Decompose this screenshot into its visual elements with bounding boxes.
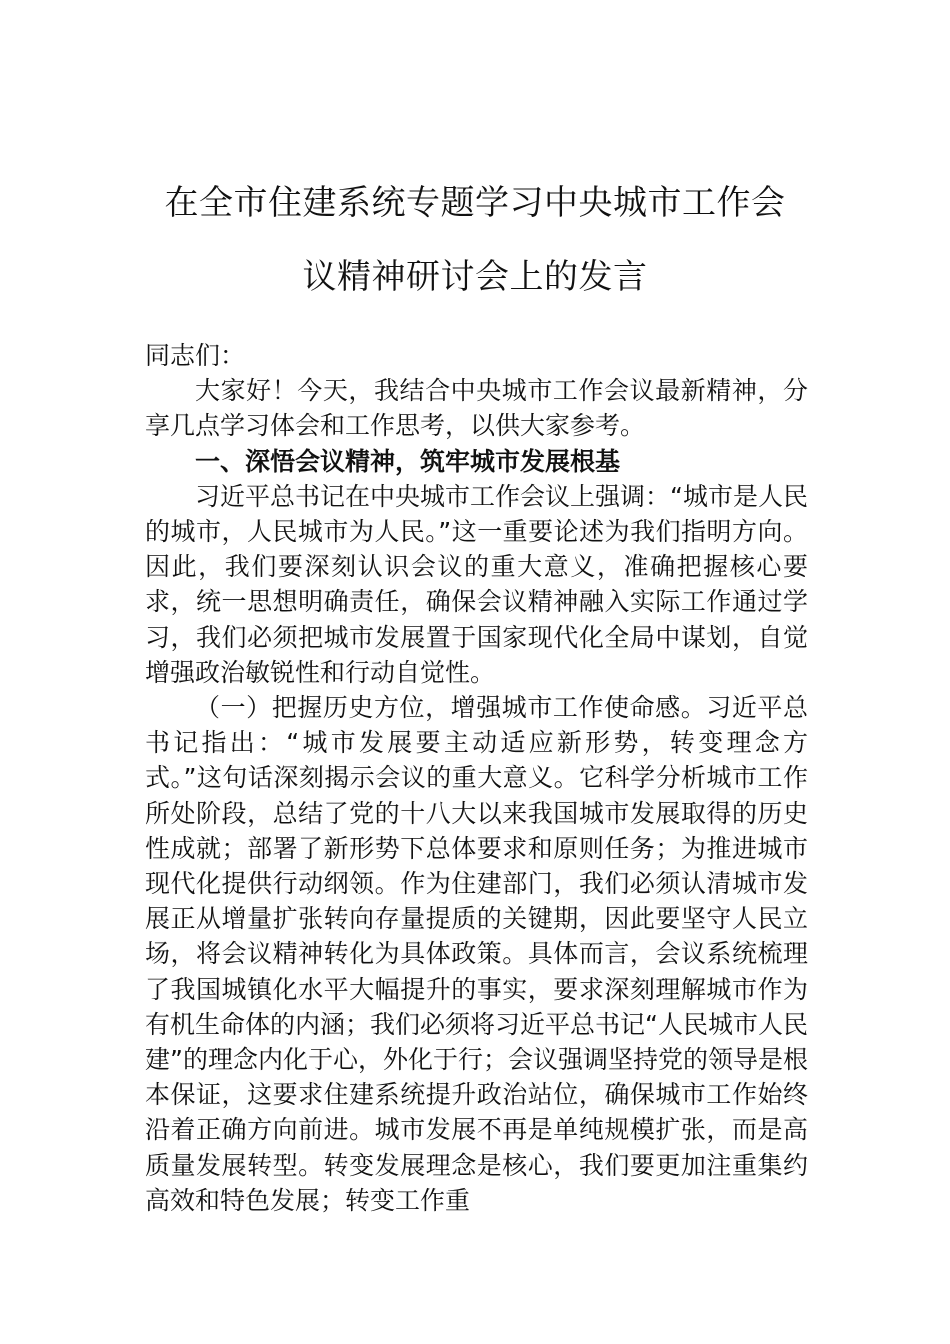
title-line-2: 议精神研讨会上的发言 bbox=[302, 257, 648, 297]
salutation: 同志们： bbox=[145, 341, 246, 370]
document-body bbox=[145, 338, 808, 1218]
document-title bbox=[150, 166, 800, 314]
subsection-paragraph: （一）把握历史方位，增强城市工作使命感。习近平总书记指出：“城市发展要主动适应新形势，转变理念方式。”这句话深刻揭示会议的重大意义。它科学分析城市工作所处阶段，总结了党的十八大以来我国城市发展取得的历史性成就；部署了新形势下总体要求和原则任务；为推进城市现代化提供行动纲领。作为住建部门，我们必须认清城市发展正从增量扩张转向存量提质的关键期，因此要坚守人民立场，将会议精神转化为具体政策。具体而言，会议系统梳理了我国城镇化水平大幅提升的事实，要求深刻理解城市作为有机生命体的内涵；我们必须将习近平总书记“人民城市人民建”的理念内化于心，外化于行；会议强调坚持党的领导是根本保证，这要求住建系统提升政治站位，确保城市工作始终沿着正确方向前进。城市发展不再是单纯规模扩张，而是高质量发展转型。转变发展理念是核心，我们要更加注重集约高效和特色发展；转变工作重 bbox=[145, 693, 808, 1215]
intro-paragraph: 大家好！今天，我结合中央城市工作会议最新精神，分享几点学习体会和工作思考，以供大家参考。 bbox=[145, 376, 808, 441]
title-line-1: 在全市住建系统专题学习中央城市工作会 bbox=[164, 183, 786, 223]
section-heading: 一、深悟会议精神，筑牢城市发展根基 bbox=[195, 446, 621, 476]
section-paragraph: 习近平总书记在中央城市工作会议上强调：“城市是人民的城市，人民城市为人民。”这一重要论述为我们指明方向。因此，我们要深刻认识会议的重大意义，准确把握核心要求，统一思想明确责任，确保会议精神融入实际工作通过学习，我们必须把城市发展置于国家现代化全局中谋划，自觉增强政治敏锐性和行动自觉性。 bbox=[145, 481, 808, 687]
